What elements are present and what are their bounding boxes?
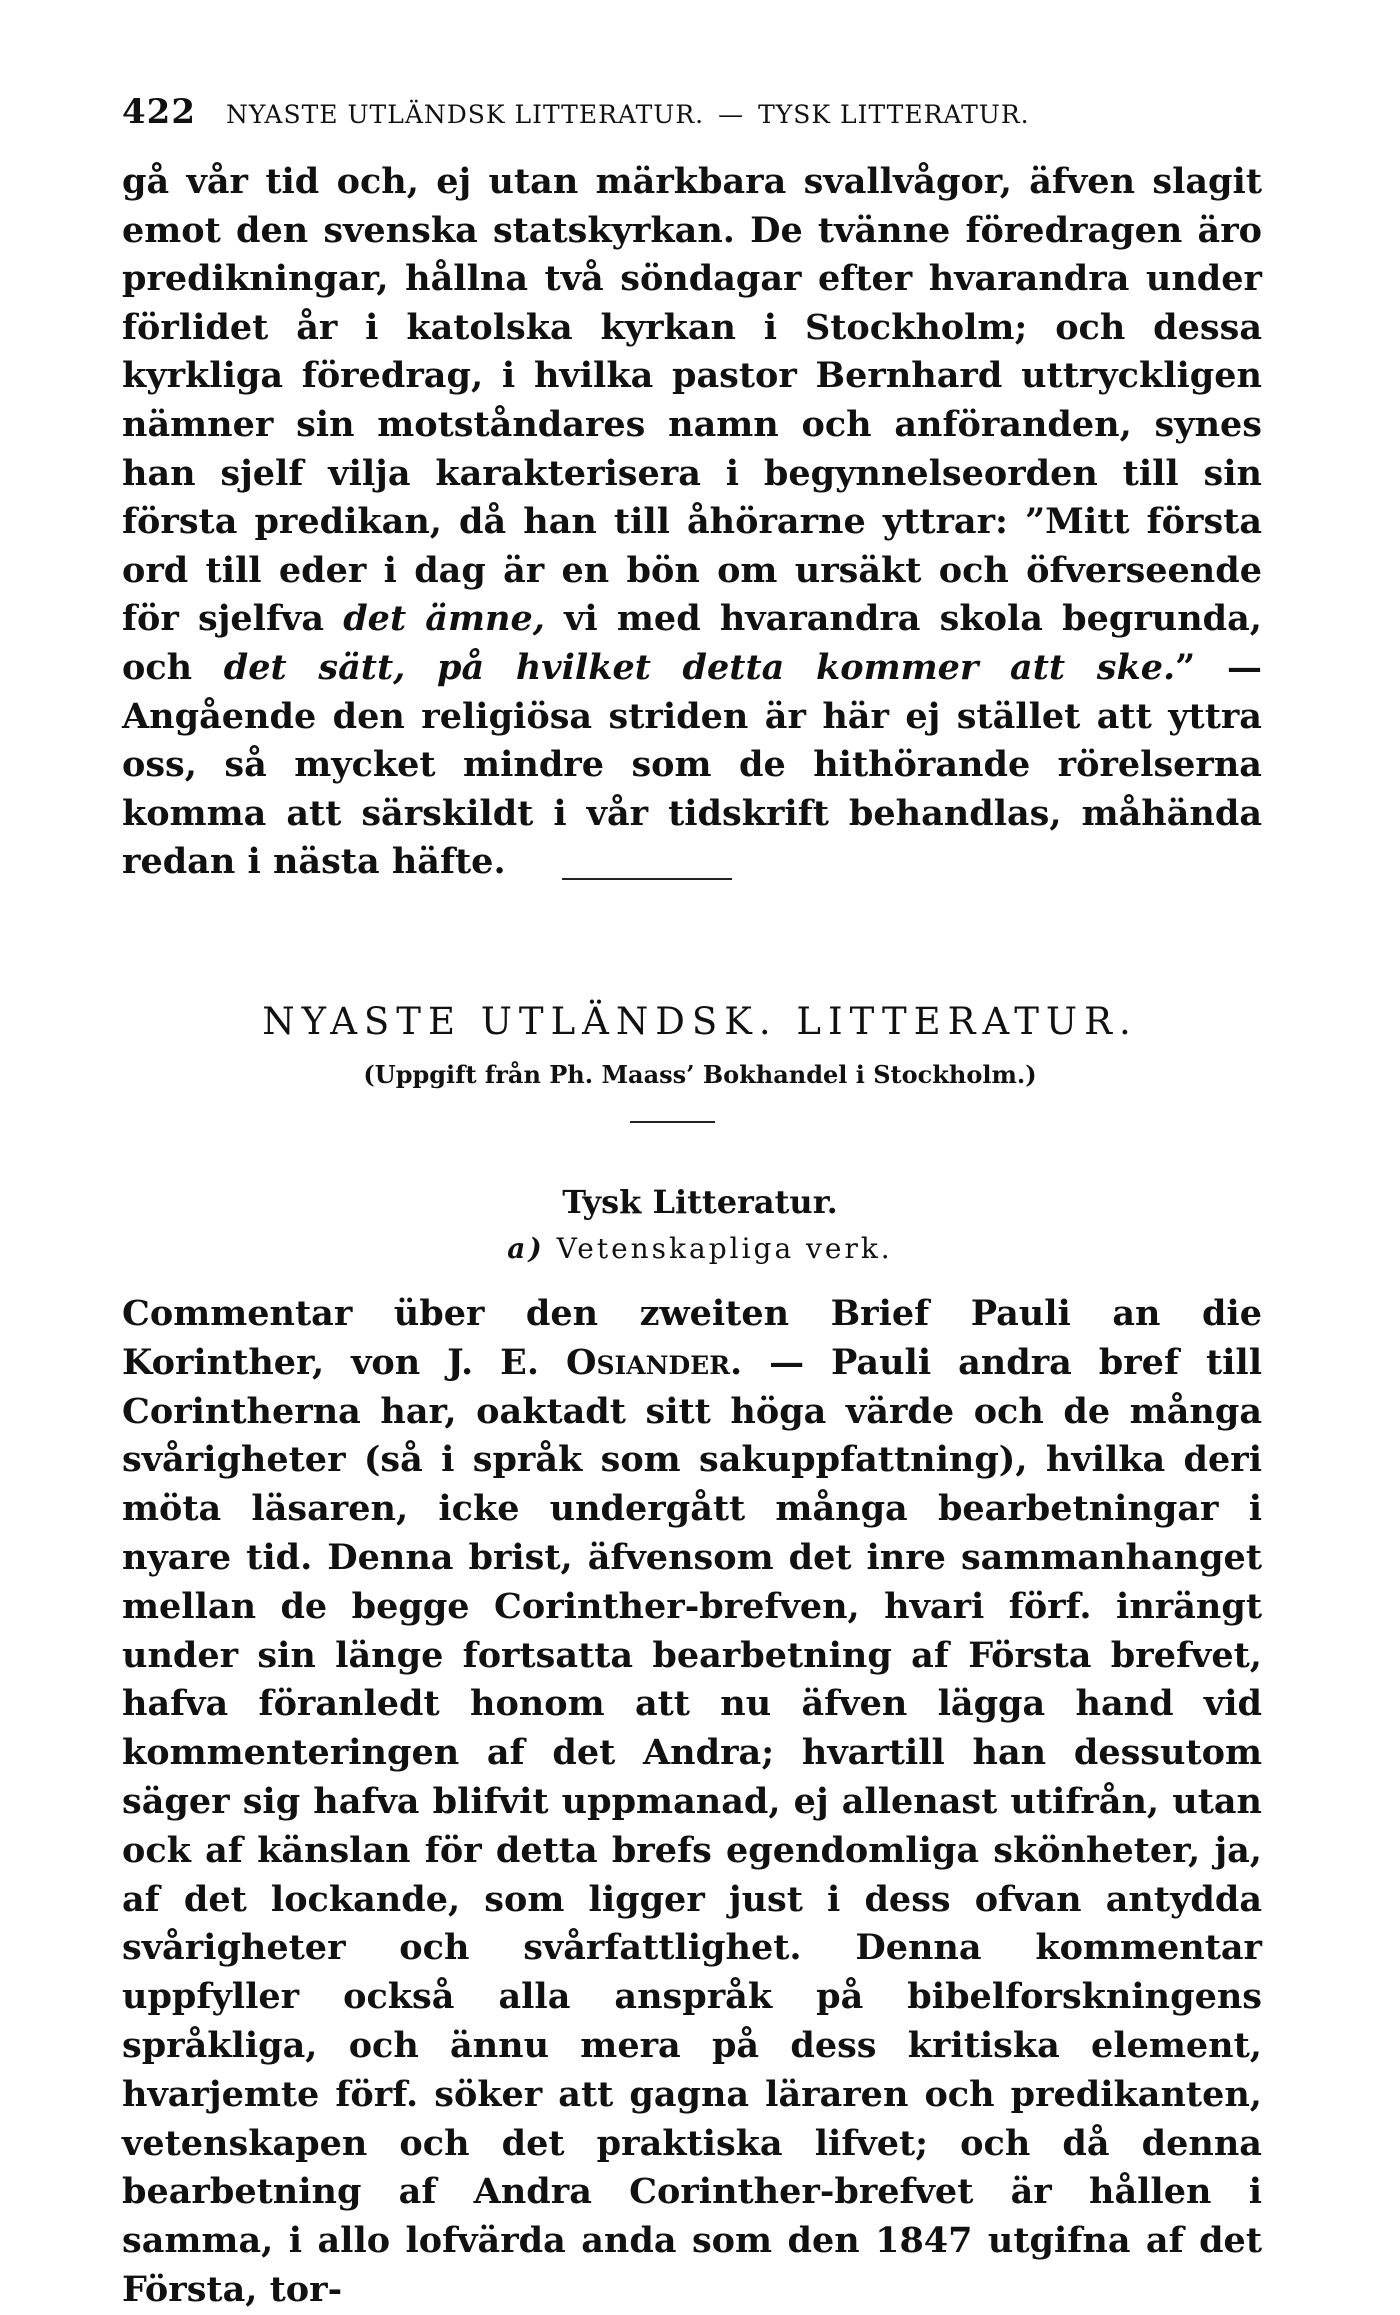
- para1-text-c: ” — Angående den religiösa striden är här ej stället att yttra oss, så mycket mindre som de hithörande rörelserna komma att särskildt i vår tidskrift behandlas, måhända redan i nästa häfte.: [122, 646, 1262, 883]
- subsection-label: [0, 1232, 1400, 1265]
- para1-italic-a: det ämne,: [343, 598, 545, 640]
- entry-title: Commentar über den zweiten Brief Pauli an die Korinther,: [122, 1293, 1262, 1383]
- section-title: NYASTE UTLÄNDSK. LITTERATUR.: [262, 1000, 1138, 1043]
- page-number: 422: [122, 92, 196, 132]
- running-header: [122, 92, 1262, 132]
- running-section-title: TYSK LITTERATUR.: [758, 100, 1030, 129]
- book-review-entry: [122, 1290, 1262, 2315]
- para1-text-b: vi med hvarandra skola begrunda, och: [122, 598, 1262, 688]
- subsection-label-text: Vetenskapliga verk.: [556, 1232, 893, 1265]
- section-divider-rule: [562, 878, 732, 880]
- section-subtitle: (Uppgift från Ph. Maass’ Bokhandel i Stockholm.): [363, 1060, 1037, 1089]
- para1-text-a: gå vår tid och, ej utan märkbara svallvågor, äfven slagit emot den svenska statskyrkan. De tvänne föredragen äro predikningar, hållna två söndagar efter hvarandra under förlidet år i katolska kyrkan i Stockholm; och dessa kyrkliga föredrag, i hvilka pastor Bernhard uttryckligen nämner sin motståndares namn och anföranden, synes han sjelf vilja karakterisera i begynnelseorden till sin första predikan, då han till åhörarne yttrar: ”Mitt första ord till eder i dag är en bön om ursäkt och öfverseende för sjelfva: [122, 161, 1262, 640]
- subsection-marker: a): [507, 1232, 545, 1265]
- para1-italic-b: det sätt, på hvilket detta kommer att ske.: [223, 646, 1176, 688]
- entry-author-prefix: von J. E.: [324, 1341, 566, 1383]
- entry-text: — Pauli andra bref till Corintherna har, oaktadt sitt höga värde och de många svårigheter (så i språk som sakuppfattning), hvilka deri möta läsaren, icke undergått många bearbetningar i nyare tid. Denna brist, äfvensom det inre sammanhanget mellan de begge Corinther-brefven, hvari förf. inrängt under sin länge fortsatta bearbetning af Första brefvet, hafva föranledt honom att nu äfven lägga hand vid kommenteringen af det Andra; hvartill han dessutom säger sig hafva blifvit uppmanad, ej allenast utifrån, utan ock af känslan för detta brefs egendomliga skönheter, ja, af det lockande, som ligger just i dess ofvan antydda svårigheter och svårfattlighet. Denna kommentar uppfyller också alla anspråk på bibelforskningens språkliga, och ännu mera på dess kritiska element, hvarjemte förf. söker att gagna läraren och predikanten, vetenskapen och det praktiska lifvet; och då denna bearbetning af Andra Corinther-brefvet är hållen i samma, i allo lofvärda anda som den 1847 utgifna af det Första, tor-: [122, 1341, 1263, 2310]
- paragraph-continued: [122, 158, 1262, 887]
- subsection-title: Tysk Litteratur.: [562, 1183, 838, 1221]
- entry-author-name: Osiander: [565, 1341, 730, 1383]
- header-dash: —: [718, 100, 745, 129]
- entry-author-suffix: .: [729, 1341, 743, 1383]
- running-title: NYASTE UTLÄNDSK LITTERATUR.: [225, 100, 705, 129]
- subsection-divider-rule: [630, 1121, 715, 1123]
